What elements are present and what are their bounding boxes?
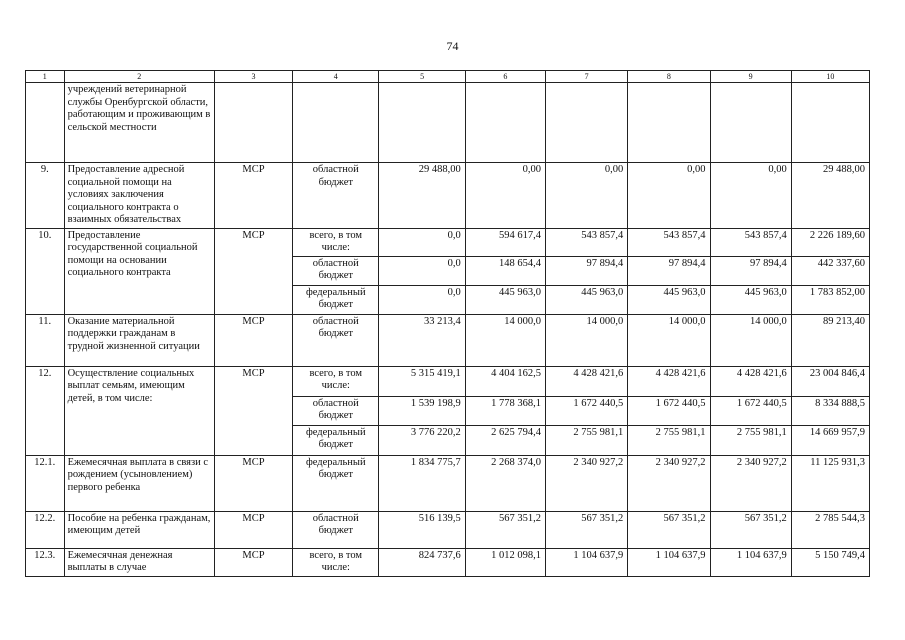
amount-cell: 14 000,0 [628,314,710,366]
column-number: 2 [64,71,214,83]
column-number: 9 [710,71,791,83]
row-number: 12.3. [26,548,65,576]
executor: МСР [214,511,292,548]
table-row [26,548,870,576]
amount-cell [379,83,465,163]
measure-name: учреждений ветеринарной службы Оренбургской области, работающим и проживающим в сельской местности [64,83,214,163]
amount-cell [628,83,710,163]
executor: МСР [214,548,292,576]
column-number: 4 [293,71,379,83]
amount-cell: 1 104 637,9 [628,548,710,576]
measure-name: Пособие на ребенка гражданам, имеющим детей [64,511,214,548]
amount-cell: 1 012 098,1 [465,548,545,576]
row-number: 12.2. [26,511,65,548]
row-number: 11. [26,314,65,366]
column-number: 10 [791,71,869,83]
row-number: 10. [26,228,65,314]
executor: МСР [214,455,292,511]
funding-source: областной бюджет [293,256,379,285]
amount-cell: 0,0 [379,256,465,285]
amount-cell: 33 213,4 [379,314,465,366]
amount-cell: 8 334 888,5 [791,396,869,425]
amount-cell: 2 785 544,3 [791,511,869,548]
funding-source: областной бюджет [293,163,379,229]
amount-cell: 29 488,00 [791,163,869,229]
amount-cell: 29 488,00 [379,163,465,229]
amount-cell: 567 351,2 [546,511,628,548]
amount-cell: 442 337,60 [791,256,869,285]
executor [214,83,292,163]
column-number: 6 [465,71,545,83]
funding-source: всего, в том числе: [293,366,379,396]
amount-cell: 445 963,0 [628,285,710,314]
amount-cell: 543 857,4 [628,228,710,256]
amount-cell: 1 104 637,9 [710,548,791,576]
executor: МСР [214,228,292,314]
amount-cell: 0,0 [379,285,465,314]
table-row [26,83,870,163]
amount-cell: 2 268 374,0 [465,455,545,511]
executor: МСР [214,366,292,455]
amount-cell: 1 672 440,5 [546,396,628,425]
amount-cell: 1 672 440,5 [710,396,791,425]
executor: МСР [214,163,292,229]
amount-cell: 3 776 220,2 [379,425,465,455]
funding-source: областной бюджет [293,314,379,366]
amount-cell: 5 315 419,1 [379,366,465,396]
amount-cell: 2 755 981,1 [546,425,628,455]
column-number: 8 [628,71,710,83]
amount-cell: 0,00 [546,163,628,229]
amount-cell: 2 340 927,2 [628,455,710,511]
amount-cell: 89 213,40 [791,314,869,366]
funding-source: областной бюджет [293,396,379,425]
amount-cell: 1 539 198,9 [379,396,465,425]
amount-cell: 2 755 981,1 [710,425,791,455]
amount-cell: 2 625 794,4 [465,425,545,455]
amount-cell: 2 340 927,2 [710,455,791,511]
amount-cell: 4 428 421,6 [710,366,791,396]
table-row [26,163,870,229]
amount-cell: 4 428 421,6 [628,366,710,396]
amount-cell: 97 894,4 [710,256,791,285]
row-number [26,83,65,163]
amount-cell: 2 226 189,60 [791,228,869,256]
amount-cell: 567 351,2 [465,511,545,548]
amount-cell: 1 104 637,9 [546,548,628,576]
amount-cell: 11 125 931,3 [791,455,869,511]
amount-cell: 4 404 162,5 [465,366,545,396]
amount-cell: 0,00 [465,163,545,229]
row-number: 12. [26,366,65,455]
funding-source [293,83,379,163]
amount-cell: 594 617,4 [465,228,545,256]
table-row [26,228,870,256]
amount-cell: 14 669 957,9 [791,425,869,455]
amount-cell: 2 340 927,2 [546,455,628,511]
amount-cell: 445 963,0 [710,285,791,314]
measure-name: Ежемесячная выплата в связи с рождением (усыновлением) первого ребенка [64,455,214,511]
amount-cell: 23 004 846,4 [791,366,869,396]
amount-cell: 14 000,0 [710,314,791,366]
column-number-row [26,71,870,83]
amount-cell: 1 783 852,00 [791,285,869,314]
amount-cell: 516 139,5 [379,511,465,548]
table-row [26,366,870,396]
measure-name: Предоставление государственной социальной помощи на основании социального контракта [64,228,214,314]
amount-cell [710,83,791,163]
column-number: 5 [379,71,465,83]
amount-cell: 0,0 [379,228,465,256]
amount-cell: 824 737,6 [379,548,465,576]
column-number: 1 [26,71,65,83]
amount-cell: 148 654,4 [465,256,545,285]
amount-cell: 2 755 981,1 [628,425,710,455]
table-row [26,314,870,366]
amount-cell: 567 351,2 [628,511,710,548]
measure-name: Оказание материальной поддержки гражданам в трудной жизненной ситуации [64,314,214,366]
amount-cell: 4 428 421,6 [546,366,628,396]
amount-cell [465,83,545,163]
funding-source: областной бюджет [293,511,379,548]
budget-table [25,70,870,577]
amount-cell: 5 150 749,4 [791,548,869,576]
funding-source: всего, в том числе: [293,548,379,576]
amount-cell: 1 672 440,5 [628,396,710,425]
column-number: 7 [546,71,628,83]
measure-name: Ежемесячная денежная выплаты в случае [64,548,214,576]
page-number: 74 [446,39,459,53]
measure-name: Предоставление адресной социальной помощи на условиях заключения социального контракта о взаимных обязательствах [64,163,214,229]
row-number: 12.1. [26,455,65,511]
amount-cell: 445 963,0 [465,285,545,314]
amount-cell: 1 778 368,1 [465,396,545,425]
funding-source: федеральный бюджет [293,455,379,511]
amount-cell: 1 834 775,7 [379,455,465,511]
amount-cell [791,83,869,163]
amount-cell: 0,00 [628,163,710,229]
measure-name: Осуществление социальных выплат семьям, имеющим детей, в том числе: [64,366,214,455]
amount-cell: 14 000,0 [546,314,628,366]
table-row [26,455,870,511]
column-number: 3 [214,71,292,83]
amount-cell: 14 000,0 [465,314,545,366]
amount-cell: 97 894,4 [546,256,628,285]
amount-cell: 543 857,4 [710,228,791,256]
funding-source: федеральный бюджет [293,285,379,314]
amount-cell: 567 351,2 [710,511,791,548]
executor: МСР [214,314,292,366]
amount-cell: 0,00 [710,163,791,229]
amount-cell: 445 963,0 [546,285,628,314]
funding-source: федеральный бюджет [293,425,379,455]
amount-cell: 97 894,4 [628,256,710,285]
amount-cell [546,83,628,163]
funding-source: всего, в том числе: [293,228,379,256]
row-number: 9. [26,163,65,229]
amount-cell: 543 857,4 [546,228,628,256]
table-row [26,511,870,548]
